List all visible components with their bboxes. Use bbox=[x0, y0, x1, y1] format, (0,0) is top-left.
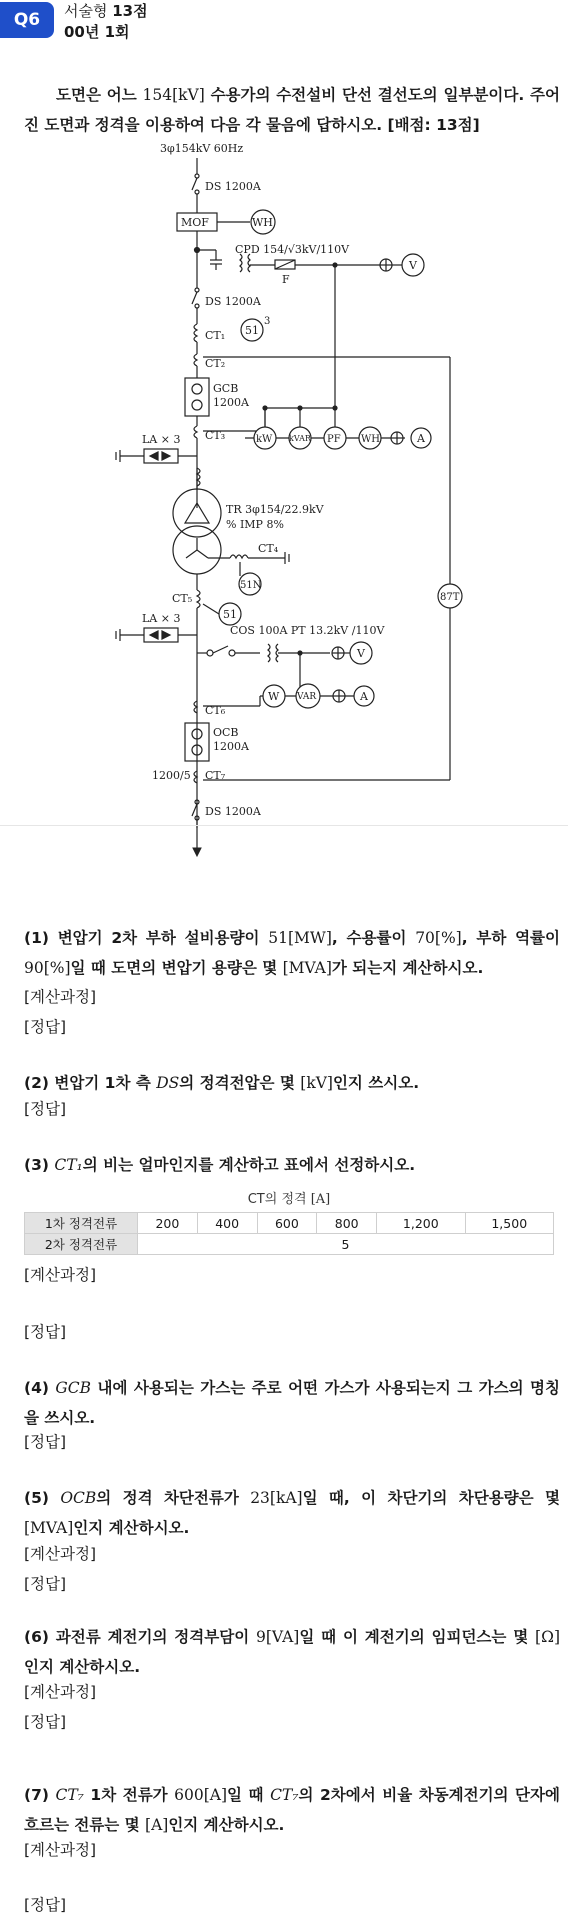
svg-text:F: F bbox=[282, 273, 290, 286]
q5-answer-label: [정답] bbox=[24, 1575, 67, 1593]
question-5: (5) OCB의 정격 차단전류가 23[kA]일 때, 이 차단기의 차단용량은 몇 [MVA]인지 계산하시오. bbox=[24, 1489, 560, 1537]
ds3-label: DS 1200A bbox=[205, 805, 261, 818]
ct-rating-table: 1차 정격전류 200 400 600 800 1,200 1,500 2차 정격전류 5 bbox=[24, 1212, 554, 1255]
exam-year: 00년 1회 bbox=[64, 23, 130, 41]
meter-var: VAR bbox=[297, 692, 317, 702]
question-4: (4) GCB 내에 사용되는 가스는 주로 어떤 가스가 사용되는지 그 가스의 명칭을 쓰시오. bbox=[24, 1379, 560, 1427]
meter-kw: kW bbox=[256, 434, 273, 445]
question-7: (7) CT₇ 1차 전류가 600[A]일 때 CT₇의 2차에서 비율 차동계전기의 단자에 흐르는 전류는 몇 [A]인지 계산하시오. bbox=[24, 1786, 560, 1834]
meter-a: A bbox=[417, 432, 425, 445]
svg-text:V: V bbox=[409, 259, 417, 272]
row2-value: 5 bbox=[138, 1234, 554, 1255]
ct6-label: CT₆ bbox=[205, 704, 226, 717]
question-type: 서술형 13점 bbox=[64, 2, 148, 20]
ct7-label: CT₇ bbox=[205, 769, 226, 782]
svg-text:51: 51 bbox=[245, 324, 259, 337]
tr-label: TR 3φ154/22.9kV bbox=[226, 503, 324, 516]
la1-label: LA × 3 bbox=[142, 433, 181, 446]
ct5-label: CT₅ bbox=[172, 592, 193, 605]
meter-kvar: kVAR bbox=[289, 434, 311, 443]
svg-text:51: 51 bbox=[223, 608, 237, 621]
divider bbox=[0, 825, 568, 826]
row2-header: 2차 정격전류 bbox=[25, 1234, 138, 1255]
question-badge: Q6 bbox=[0, 2, 54, 38]
ct7-ratio: 1200/5 bbox=[152, 769, 191, 782]
q7-answer-label: [정답] bbox=[24, 1896, 67, 1914]
question-3: (3) CT₁의 비는 얼마인지를 계산하고 표에서 선정하시오. bbox=[24, 1156, 416, 1174]
meter-w: W bbox=[268, 690, 280, 703]
cpd-label: CPD 154/√3kV/110V bbox=[235, 243, 350, 256]
ct3-label: CT₃ bbox=[205, 429, 226, 442]
la2-label: LA × 3 bbox=[142, 612, 181, 625]
svg-text:87T: 87T bbox=[440, 592, 460, 603]
ocb-label: OCB bbox=[213, 726, 239, 739]
q6-calc-label: [계산과정] bbox=[24, 1683, 96, 1701]
q6-answer-label: [정답] bbox=[24, 1713, 67, 1731]
q7-calc-label: [계산과정] bbox=[24, 1841, 96, 1859]
meter-wh: WH bbox=[361, 434, 380, 445]
ds1-label: DS 1200A bbox=[205, 180, 261, 193]
q4-answer-label: [정답] bbox=[24, 1433, 67, 1451]
q3-answer-label: [정답] bbox=[24, 1323, 67, 1341]
ct-table-caption: CT의 정격 [A] bbox=[247, 1192, 331, 1207]
question-2: (2) 변압기 1차 측 DS의 정격전압은 몇 [kV]인지 쓰시오. bbox=[24, 1074, 420, 1092]
ocb-rating: 1200A bbox=[213, 740, 249, 753]
svg-text:3: 3 bbox=[264, 316, 271, 327]
cos-pt-label: COS 100A PT 13.2kV /110V bbox=[230, 624, 385, 637]
q3-calc-label: [계산과정] bbox=[24, 1266, 96, 1284]
single-line-diagram bbox=[0, 138, 568, 828]
meter-pf: PF bbox=[327, 434, 341, 445]
q1-calc-label: [계산과정] bbox=[24, 988, 96, 1006]
svg-text:V: V bbox=[357, 647, 365, 660]
source-label: 3φ154kV 60Hz bbox=[160, 142, 244, 155]
ct2-label: CT₂ bbox=[205, 357, 226, 370]
meter-a2: A bbox=[360, 690, 368, 703]
gcb-label: GCB bbox=[213, 382, 239, 395]
gcb-rating: 1200A bbox=[213, 396, 249, 409]
tr-imp: % IMP 8% bbox=[226, 518, 284, 531]
question-6: (6) 과전류 계전기의 정격부담이 9[VA]일 때 이 계전기의 임피던스는 몇 [Ω]인지 계산하시오. bbox=[24, 1628, 560, 1676]
svg-text:51N: 51N bbox=[240, 580, 262, 591]
row1-header: 1차 정격전류 bbox=[25, 1213, 138, 1234]
ct1-label: CT₁ bbox=[205, 329, 226, 342]
question-intro: 도면은 어느 154[kV] 수용가의 수전설비 단선 결선도의 일부분이다. 주어진 도면과 정격을 이용하여 다음 각 물음에 답하시오. [배점: 13점] bbox=[24, 86, 560, 134]
q2-answer-label: [정답] bbox=[24, 1100, 67, 1118]
question-1: (1) 변압기 2차 부하 설비용량이 51[MW], 수용률이 70[%], 부하 역률이 90[%]일 때 도면의 변압기 용량은 몇 [MVA]가 되는지 계산하시오. bbox=[24, 929, 561, 977]
ds2-label: DS 1200A bbox=[205, 295, 261, 308]
q5-calc-label: [계산과정] bbox=[24, 1545, 96, 1563]
svg-text:WH: WH bbox=[252, 216, 273, 229]
ct4-label: CT₄ bbox=[258, 542, 279, 555]
q1-answer-label: [정답] bbox=[24, 1018, 67, 1036]
mof-label: MOF bbox=[181, 216, 209, 229]
